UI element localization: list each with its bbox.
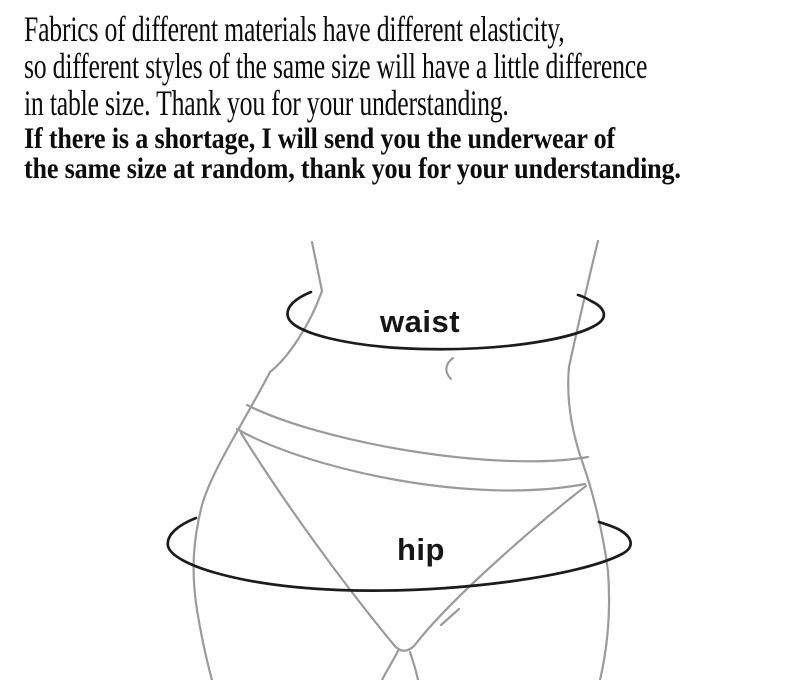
waist-label: waist [379, 304, 461, 339]
underwear-waistband-bottom-edge [237, 429, 585, 490]
disclaimer-line-2: so different styles of the same size will have a little difference [24, 46, 648, 86]
navel-mark [446, 358, 453, 379]
notice-line-1: If there is a shortage, I will send you the underwear of [24, 122, 616, 155]
hip-label: hip [397, 532, 445, 567]
disclaimer-line-3: in table size. Thank you for your understanding. [24, 83, 509, 123]
left-torso-hip-leg-line [194, 291, 322, 680]
left-neck-line [312, 242, 322, 291]
left-inner-thigh-line [382, 651, 398, 680]
notice-line-2: the same size at random, thank you for your understanding. [24, 151, 681, 185]
right-torso-hip-leg-line [568, 241, 609, 680]
disclaimer-line-1: Fabrics of different materials have different elasticity, [24, 9, 565, 49]
underwear-waistband-top-edge [247, 405, 588, 461]
right-inner-thigh-line [410, 652, 418, 680]
